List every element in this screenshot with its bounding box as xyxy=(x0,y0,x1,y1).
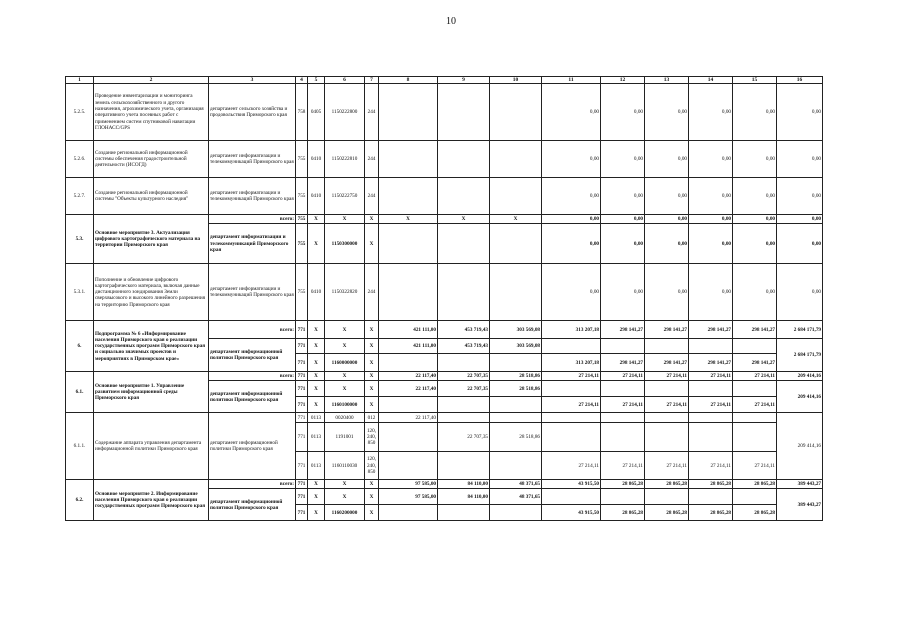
table-row xyxy=(66,264,823,321)
amount-2018: 0,00 xyxy=(542,224,601,264)
amount-2016 xyxy=(438,505,490,521)
header-cell: 2 xyxy=(94,77,209,84)
vr-code: 244 xyxy=(365,178,379,215)
amount-2018: 43 915,50 xyxy=(542,480,601,489)
grbs-code: 771 xyxy=(296,354,308,372)
amount-2020 xyxy=(645,381,689,397)
amount-2019: 0,00 xyxy=(601,141,645,178)
grbs-code: 771 xyxy=(296,505,308,521)
header-cell: 3 xyxy=(209,77,296,84)
amount-2020: 0,00 xyxy=(645,178,689,215)
csr-code: X xyxy=(325,489,365,505)
grbs-code: 771 xyxy=(296,480,308,489)
page-number: 10 xyxy=(446,16,456,27)
amount-2018: 27 214,11 xyxy=(542,397,601,413)
amount-2022: 0,00 xyxy=(733,215,777,224)
grbs-code: 771 xyxy=(296,339,308,354)
amount-2022: 27 214,11 xyxy=(733,397,777,413)
measure-name: Основное мероприятие 2. Информирование населения Приморского края о реализации государственных программ Приморского края xyxy=(94,480,209,521)
executor: департамент информатизации и телекоммуникаций Приморского края xyxy=(209,141,296,178)
amount-2022: 0,00 xyxy=(733,264,777,321)
amount-2020: 27 214,11 xyxy=(645,397,689,413)
amount-2017 xyxy=(490,264,542,321)
measure-name: Основное мероприятие 3. Актуализация цифрового картографического материала на территории Приморского края xyxy=(94,215,209,264)
amount-2017: 303 569,08 xyxy=(490,321,542,339)
amount-2021: 0,00 xyxy=(689,141,733,178)
measure-name: Создание региональной информационной системы обеспечения градостроительной деятельности (ИСОГД) xyxy=(94,141,209,178)
amount-2017 xyxy=(490,224,542,264)
amount-2016: 22 707,35 xyxy=(438,381,490,397)
row-number: 5.3.1. xyxy=(66,264,94,321)
amount-2018: 0,00 xyxy=(542,141,601,178)
executor: департамент информационной политики Приморского края xyxy=(209,413,296,480)
vr-code: 244 xyxy=(365,141,379,178)
header-cell: 15 xyxy=(733,77,777,84)
grbs-code: 755 xyxy=(296,178,308,215)
amount-2021 xyxy=(689,413,733,423)
amount-2020: 0,00 xyxy=(645,215,689,224)
amount-2021 xyxy=(689,489,733,505)
amount-2018 xyxy=(542,339,601,354)
csr-code: X xyxy=(325,339,365,354)
amount-2015 xyxy=(379,178,438,215)
amount-total: 0,00 xyxy=(777,141,823,178)
amount-2017: 28 518,86 xyxy=(490,381,542,397)
amount-2019: 298 141,27 xyxy=(601,321,645,339)
header-cell: 12 xyxy=(601,77,645,84)
csr-code: 1160200000 xyxy=(325,505,365,521)
amount-2017: 303 569,08 xyxy=(490,339,542,354)
amount-2019: 0,00 xyxy=(601,215,645,224)
table-row xyxy=(66,480,823,489)
amount-2022 xyxy=(733,413,777,423)
grbs-code: 771 xyxy=(296,489,308,505)
grbs-code: 771 xyxy=(296,321,308,339)
rzpr-code: 0410 xyxy=(308,141,325,178)
amount-2015 xyxy=(379,84,438,141)
header-cell: 7 xyxy=(365,77,379,84)
rzpr-code: 0113 xyxy=(308,423,325,452)
amount-total: 2 684 171,79 xyxy=(777,339,823,372)
amount-2021: 298 141,27 xyxy=(689,354,733,372)
table-row xyxy=(66,215,823,224)
rzpr-code: 0113 xyxy=(308,452,325,480)
amount-total: 0,00 xyxy=(777,215,823,224)
amount-2016: 84 110,00 xyxy=(438,489,490,505)
amount-2020: 0,00 xyxy=(645,84,689,141)
executor: департамент информационной политики Приморского края xyxy=(209,489,296,521)
header-cell: 13 xyxy=(645,77,689,84)
rzpr-code: 0410 xyxy=(308,264,325,321)
executor: департамент информатизации и телекоммуникаций Приморского края xyxy=(209,178,296,215)
executor: департамент информатизации и телекоммуникаций Приморского края xyxy=(209,264,296,321)
amount-2015: 421 111,00 xyxy=(379,321,438,339)
grbs-code: 771 xyxy=(296,397,308,413)
amount-2016 xyxy=(438,397,490,413)
amount-2018 xyxy=(542,423,601,452)
amount-2022: 298 141,27 xyxy=(733,354,777,372)
rzpr-code: 0405 xyxy=(308,84,325,141)
vr-code: 244 xyxy=(365,84,379,141)
executor: департамент сельского хозяйства и продовольствия Приморского края xyxy=(209,84,296,141)
amount-2022 xyxy=(733,489,777,505)
amount-2016 xyxy=(438,452,490,480)
amount-2020 xyxy=(645,423,689,452)
amount-2018: 27 214,11 xyxy=(542,372,601,381)
amount-2017: 48 371,65 xyxy=(490,489,542,505)
row-number: 5.3. xyxy=(66,215,94,264)
vr-code: X xyxy=(365,224,379,264)
rzpr-code: X xyxy=(308,480,325,489)
amount-2015: 22 117,40 xyxy=(379,372,438,381)
grbs-code: 771 xyxy=(296,413,308,423)
amount-2015 xyxy=(379,224,438,264)
amount-2020: 298 141,27 xyxy=(645,354,689,372)
amount-2018 xyxy=(542,381,601,397)
amount-2022 xyxy=(733,423,777,452)
amount-2018: 43 915,50 xyxy=(542,505,601,521)
total-label: всего: xyxy=(209,480,296,489)
amount-2016 xyxy=(438,224,490,264)
measure-name: Проведение инвентаризации и мониторинга земель сельскохозяйственного и другого назначения, агрохимического учета, организация оперативного учета посевных работ с применением систем спутниковой навигации ГЛОНАСС/GPS xyxy=(94,84,209,141)
amount-2021: 28 865,28 xyxy=(689,480,733,489)
row-number: 6.1.1. xyxy=(66,413,94,480)
measure-name: Пополнение и обновление цифрового картографического материала, включая данные дистанционного зондирования Земли сверхвысокого и высокого линейного разрешения на территорию Приморского края xyxy=(94,264,209,321)
amount-2022: 27 214,11 xyxy=(733,372,777,381)
amount-2022: 0,00 xyxy=(733,84,777,141)
amount-2015 xyxy=(379,505,438,521)
amount-2015: X xyxy=(379,215,438,224)
rzpr-code: 0113 xyxy=(308,413,325,423)
rzpr-code: 0410 xyxy=(308,178,325,215)
csr-code: X xyxy=(325,215,365,224)
amount-2015: 421 111,00 xyxy=(379,339,438,354)
amount-2019: 0,00 xyxy=(601,84,645,141)
grbs-code: 755 xyxy=(296,264,308,321)
amount-2017 xyxy=(490,452,542,480)
rzpr-code: X xyxy=(308,489,325,505)
vr-code: X xyxy=(365,397,379,413)
executor: департамент информатизации и телекоммуникаций Приморского края xyxy=(209,224,296,264)
amount-2017 xyxy=(490,354,542,372)
executor: департамент информационной политики Приморского края xyxy=(209,381,296,413)
rzpr-code: X xyxy=(308,215,325,224)
amount-2021: 298 141,27 xyxy=(689,321,733,339)
vr-code: X xyxy=(365,381,379,397)
header-row xyxy=(66,77,823,84)
vr-code: X xyxy=(365,321,379,339)
amount-total: 389 443,27 xyxy=(777,480,823,489)
csr-code: X xyxy=(325,372,365,381)
amount-2017: 28 518,86 xyxy=(490,423,542,452)
grbs-code: 771 xyxy=(296,372,308,381)
amount-2019: 28 865,28 xyxy=(601,505,645,521)
total-label: всего: xyxy=(209,372,296,381)
amount-2019 xyxy=(601,381,645,397)
amount-2020: 27 214,11 xyxy=(645,372,689,381)
amount-2015 xyxy=(379,452,438,480)
amount-2015: 22 117,40 xyxy=(379,381,438,397)
amount-total: 209 414,16 xyxy=(777,381,823,413)
executor: департамент информационной политики Приморского края xyxy=(209,339,296,372)
rzpr-code: X xyxy=(308,354,325,372)
row-number: 5.2.6. xyxy=(66,141,94,178)
row-number: 6.1. xyxy=(66,372,94,413)
amount-total: 2 684 171,79 xyxy=(777,321,823,339)
amount-2019: 27 214,11 xyxy=(601,397,645,413)
amount-2017: 48 371,65 xyxy=(490,480,542,489)
amount-2020 xyxy=(645,339,689,354)
grbs-code: 771 xyxy=(296,381,308,397)
amount-2020: 0,00 xyxy=(645,141,689,178)
amount-2018 xyxy=(542,413,601,423)
amount-2019: 298 141,27 xyxy=(601,354,645,372)
amount-2019 xyxy=(601,423,645,452)
header-cell: 9 xyxy=(438,77,490,84)
amount-2016: X xyxy=(438,215,490,224)
header-cell: 10 xyxy=(490,77,542,84)
amount-2021 xyxy=(689,381,733,397)
amount-2022: 0,00 xyxy=(733,141,777,178)
vr-code: X xyxy=(365,339,379,354)
amount-2015 xyxy=(379,141,438,178)
table-row xyxy=(66,84,823,141)
amount-2018: 0,00 xyxy=(542,215,601,224)
rzpr-code: X xyxy=(308,397,325,413)
amount-total: 209 414,16 xyxy=(777,372,823,381)
header-cell: 1 xyxy=(66,77,94,84)
vr-code: X xyxy=(365,354,379,372)
amount-2016 xyxy=(438,354,490,372)
amount-2016 xyxy=(438,178,490,215)
amount-2019: 0,00 xyxy=(601,264,645,321)
rzpr-code: X xyxy=(308,339,325,354)
grbs-code: 755 xyxy=(296,215,308,224)
header-cell: 16 xyxy=(777,77,823,84)
amount-2019 xyxy=(601,339,645,354)
amount-2020: 298 141,27 xyxy=(645,321,689,339)
amount-2022: 298 141,27 xyxy=(733,321,777,339)
csr-code: 0020400 xyxy=(325,413,365,423)
table-row xyxy=(66,413,823,423)
amount-2021: 0,00 xyxy=(689,215,733,224)
vr-code: X xyxy=(365,489,379,505)
csr-code: 1160110030 xyxy=(325,452,365,480)
amount-2020: 0,00 xyxy=(645,224,689,264)
amount-total: 0,00 xyxy=(777,264,823,321)
amount-2021: 28 865,28 xyxy=(689,505,733,521)
amount-total: 0,00 xyxy=(777,84,823,141)
header-cell: 6 xyxy=(325,77,365,84)
amount-2016 xyxy=(438,141,490,178)
amount-2015: 97 585,00 xyxy=(379,480,438,489)
csr-code: 1150222750 xyxy=(325,178,365,215)
amount-2019: 27 214,11 xyxy=(601,372,645,381)
row-number: 6. xyxy=(66,321,94,372)
amount-2016: 84 110,00 xyxy=(438,480,490,489)
csr-code: 1150222810 xyxy=(325,141,365,178)
row-number: 6.2. xyxy=(66,480,94,521)
amount-2020: 0,00 xyxy=(645,264,689,321)
amount-2017 xyxy=(490,505,542,521)
amount-2018: 27 214,11 xyxy=(542,452,601,480)
header-cell: 14 xyxy=(689,77,733,84)
amount-2019: 0,00 xyxy=(601,224,645,264)
header-cell: 11 xyxy=(542,77,601,84)
amount-total: 0,00 xyxy=(777,178,823,215)
amount-2020: 28 865,28 xyxy=(645,505,689,521)
amount-2021: 0,00 xyxy=(689,264,733,321)
rzpr-code: X xyxy=(308,381,325,397)
amount-2016 xyxy=(438,84,490,141)
amount-2015 xyxy=(379,423,438,452)
rzpr-code: X xyxy=(308,372,325,381)
budget-table xyxy=(65,76,823,521)
measure-name: Создание региональной информационной системы "Объекты культурного наследия" xyxy=(94,178,209,215)
amount-2021 xyxy=(689,423,733,452)
amount-2015 xyxy=(379,354,438,372)
amount-total: 389 443,27 xyxy=(777,489,823,521)
vr-code: X xyxy=(365,505,379,521)
vr-code: 120, 240, 850 xyxy=(365,423,379,452)
grbs-code: 771 xyxy=(296,423,308,452)
measure-name: Подпрограмма № 6 «Информирование населения Приморского края о реализации государственных программ Приморского края и социально значимых проектов и мероприятиях в Приморском крае» xyxy=(94,321,209,372)
total-label: всего: xyxy=(209,215,296,224)
amount-2017 xyxy=(490,397,542,413)
amount-2016: 22 707,35 xyxy=(438,423,490,452)
measure-name: Основное мероприятие 1. Управление развитием информационной среды Приморского края xyxy=(94,372,209,413)
total-label: всего: xyxy=(209,321,296,339)
amount-2015 xyxy=(379,264,438,321)
amount-2020 xyxy=(645,489,689,505)
amount-2021: 0,00 xyxy=(689,84,733,141)
vr-code: 120, 240, 850 xyxy=(365,452,379,480)
rzpr-code: X xyxy=(308,224,325,264)
table-row xyxy=(66,178,823,215)
csr-code: 1150222800 xyxy=(325,84,365,141)
amount-2017: X xyxy=(490,215,542,224)
table-row xyxy=(66,141,823,178)
amount-2021: 27 214,11 xyxy=(689,372,733,381)
amount-2018: 313 207,18 xyxy=(542,354,601,372)
amount-2017 xyxy=(490,141,542,178)
amount-2019: 0,00 xyxy=(601,178,645,215)
csr-code: X xyxy=(325,381,365,397)
amount-2019: 28 865,28 xyxy=(601,480,645,489)
amount-2022: 28 865,28 xyxy=(733,480,777,489)
header-cell: 4 xyxy=(296,77,308,84)
rzpr-code: X xyxy=(308,505,325,521)
csr-code: 1150322820 xyxy=(325,264,365,321)
amount-2021: 0,00 xyxy=(689,178,733,215)
amount-2021: 27 214,11 xyxy=(689,397,733,413)
amount-2021: 0,00 xyxy=(689,224,733,264)
header-cell: 5 xyxy=(308,77,325,84)
amount-2016: 22 707,35 xyxy=(438,372,490,381)
csr-code: 1160100000 xyxy=(325,397,365,413)
amount-2021 xyxy=(689,339,733,354)
vr-code: X xyxy=(365,480,379,489)
amount-2018: 0,00 xyxy=(542,264,601,321)
amount-2016 xyxy=(438,264,490,321)
vr-code: X xyxy=(365,372,379,381)
amount-2022 xyxy=(733,381,777,397)
amount-2018: 0,00 xyxy=(542,84,601,141)
amount-2019 xyxy=(601,413,645,423)
amount-2019 xyxy=(601,489,645,505)
vr-code: 012 xyxy=(365,413,379,423)
amount-2016: 453 719,43 xyxy=(438,339,490,354)
amount-2020: 27 214,11 xyxy=(645,452,689,480)
table-row xyxy=(66,372,823,381)
amount-2015 xyxy=(379,397,438,413)
csr-code: 1160000000 xyxy=(325,354,365,372)
amount-2016 xyxy=(438,413,490,423)
csr-code: 1150300000 xyxy=(325,224,365,264)
amount-total: 209 414,16 xyxy=(777,413,823,480)
amount-2022: 28 865,28 xyxy=(733,505,777,521)
vr-code: X xyxy=(365,215,379,224)
row-number: 5.2.5. xyxy=(66,84,94,141)
amount-2022: 0,00 xyxy=(733,224,777,264)
grbs-code: 771 xyxy=(296,452,308,480)
amount-2020 xyxy=(645,413,689,423)
grbs-code: 755 xyxy=(296,141,308,178)
table-row xyxy=(66,321,823,339)
amount-2019: 27 214,11 xyxy=(601,452,645,480)
amount-2015: 22 117,40 xyxy=(379,413,438,423)
amount-2015: 97 585,00 xyxy=(379,489,438,505)
csr-code: X xyxy=(325,480,365,489)
amount-2017 xyxy=(490,178,542,215)
row-number: 5.2.7. xyxy=(66,178,94,215)
amount-2022: 0,00 xyxy=(733,178,777,215)
csr-code: 1191001 xyxy=(325,423,365,452)
csr-code: X xyxy=(325,321,365,339)
grbs-code: 758 xyxy=(296,84,308,141)
amount-2022 xyxy=(733,339,777,354)
rzpr-code: X xyxy=(308,321,325,339)
amount-2017 xyxy=(490,84,542,141)
amount-2018: 313 207,18 xyxy=(542,321,601,339)
grbs-code: 755 xyxy=(296,224,308,264)
vr-code: 244 xyxy=(365,264,379,321)
amount-2022: 27 214,11 xyxy=(733,452,777,480)
measure-name: Содержание аппарата управления департамента информационной политики Приморского края xyxy=(94,413,209,480)
amount-2020: 28 865,28 xyxy=(645,480,689,489)
amount-2018: 0,00 xyxy=(542,178,601,215)
amount-2018 xyxy=(542,489,601,505)
header-cell: 8 xyxy=(379,77,438,84)
amount-2016: 453 719,43 xyxy=(438,321,490,339)
amount-total: 0,00 xyxy=(777,224,823,264)
amount-2017 xyxy=(490,413,542,423)
amount-2021: 27 214,11 xyxy=(689,452,733,480)
amount-2017: 28 518,86 xyxy=(490,372,542,381)
